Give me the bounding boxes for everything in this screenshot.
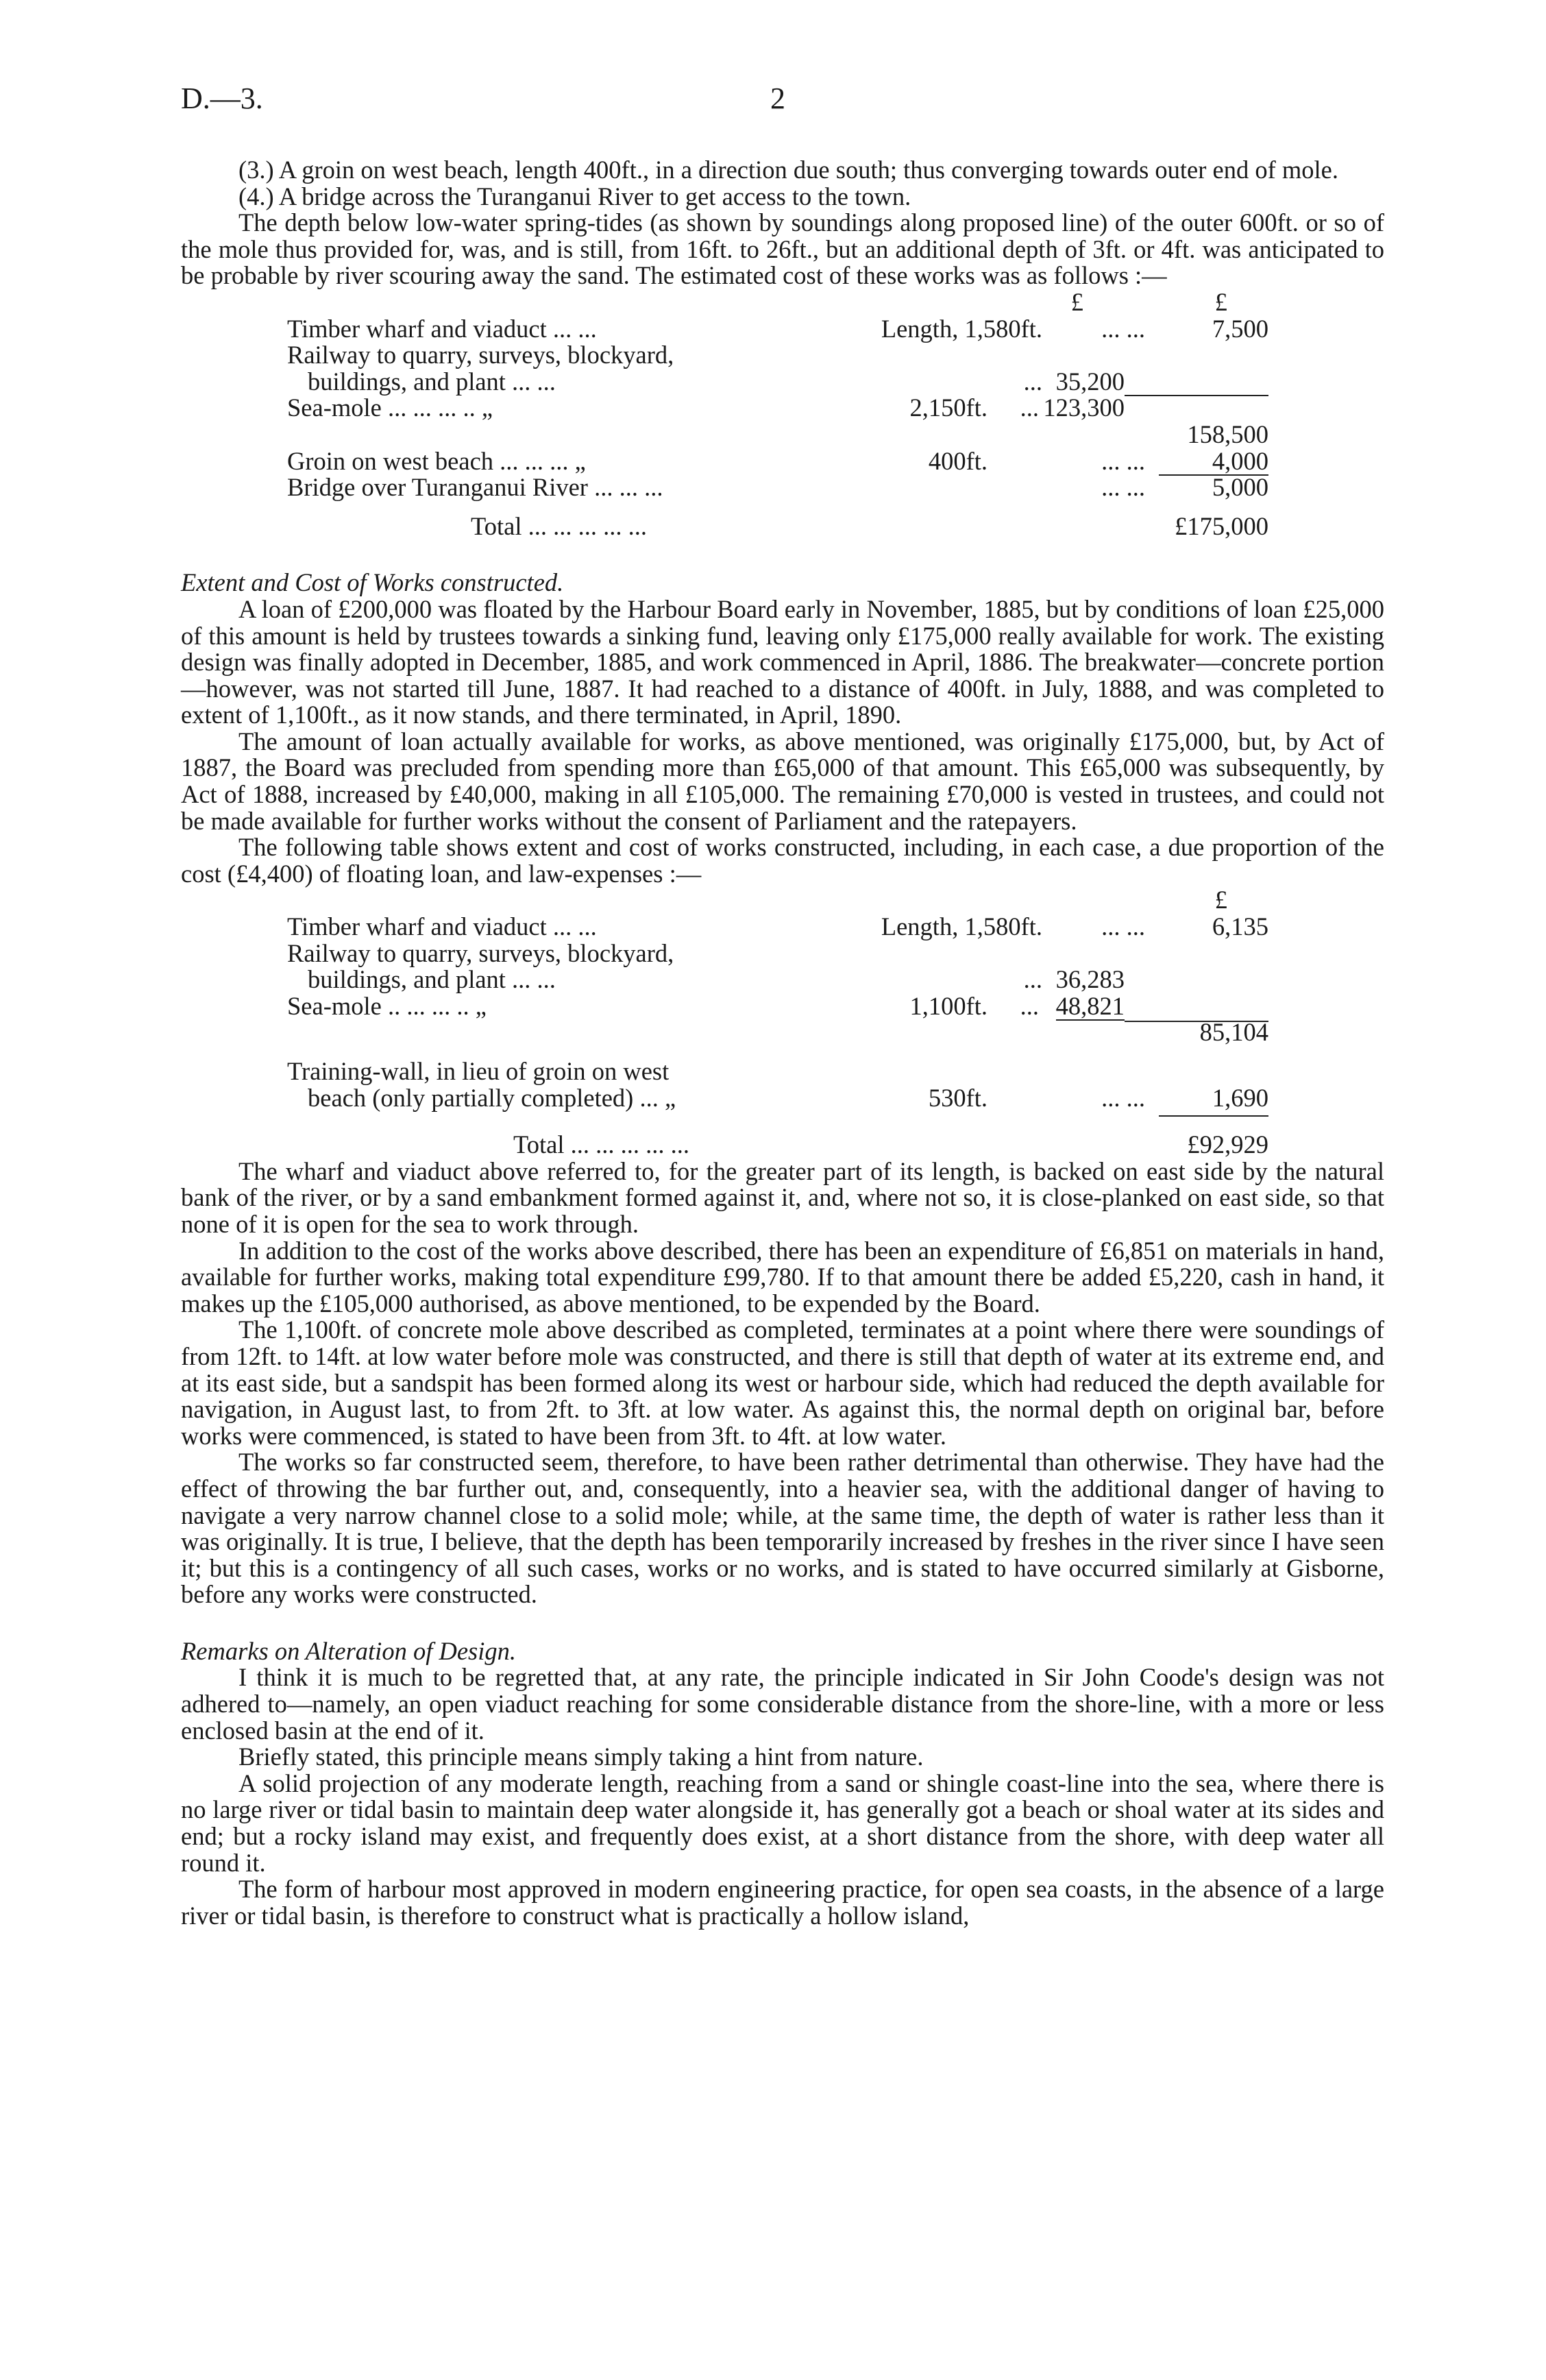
- table-row: [287, 448, 1268, 475]
- row-subamount: 35,200: [1055, 367, 1125, 396]
- row-length: 530ft.: [928, 1083, 987, 1112]
- row-label: Training-wall, in lieu of groin on west: [287, 1057, 670, 1085]
- row-label: Timber wharf and viaduct ... ...: [287, 314, 597, 343]
- row-leader: ... ...: [1101, 473, 1145, 502]
- paragraph-loan: A loan of £200,000 was floated by the Harbour Board early in November, 1885, but by conditions of loan £25,000 of this amount is held by trustees towards a sinking fund, leaving only £175,000 really available for work. The existing design was finally adopted in December, 1885, and work commenced in April, 1886. The breakwater—concrete portion—however, was not started till June, 1887. It had reached to a distance of 400ft. in July, 1888, and was completed to extent of 1,100ft., as it now stands, and there terminated, in April, 1890.: [181, 594, 1384, 729]
- paragraph-harbour-form: The form of harbour most approved in modern engineering practice, for open sea coasts, in the absence of a large river or tidal basin, is therefore to construct what is practically a hollow island,: [181, 1875, 1384, 1930]
- table-row: [287, 993, 1268, 1020]
- currency-heading: £: [1214, 287, 1227, 316]
- row-label: Railway to quarry, surveys, blockyard,: [287, 341, 674, 369]
- works-constructed-table: [287, 887, 1268, 1158]
- row-length: Length, 1,580ft.: [881, 314, 1042, 343]
- currency-heading: £: [1070, 287, 1083, 316]
- row-label: Railway to quarry, surveys, blockyard,: [287, 938, 674, 967]
- row-leader: ...: [1023, 367, 1042, 396]
- row-label: Sea-mole ... ... ... .. „: [287, 393, 493, 422]
- row-leader: ...: [1020, 393, 1039, 422]
- row-leader: ...: [1020, 991, 1039, 1020]
- row-length: 2,150ft.: [909, 393, 987, 422]
- table-row: [287, 422, 1268, 448]
- table-row: [287, 369, 1268, 396]
- currency-heading: £: [1214, 886, 1227, 914]
- table-total-row: [287, 1132, 1268, 1158]
- row-amount: 4,000: [1212, 446, 1268, 475]
- row-amount: 5,000: [1212, 473, 1268, 502]
- paragraph-depth: The depth below low-water spring-tides (as shown by soundings along proposed line) of the outer 600ft. or so of the mole thus provided for, was, and is still, from 16ft. to 26ft., but an additional depth of 3ft. or 4ft. was anticipated to be probable by river scouring away the sand. The estimated cost of these works was as follows :—: [181, 208, 1384, 290]
- row-amount: 7,500: [1212, 314, 1268, 343]
- table-row: [287, 1019, 1268, 1046]
- row-leader: ...: [1023, 965, 1042, 994]
- row-amount: 1,690: [1212, 1083, 1268, 1112]
- row-label: beach (only partially completed) ... „: [308, 1083, 676, 1112]
- page-number: 2: [770, 82, 785, 115]
- table-row: [287, 316, 1268, 343]
- table-row: [287, 474, 1268, 501]
- table-row: [287, 1085, 1268, 1112]
- paragraph-projection: A solid projection of any moderate length, reaching from a sand or shingle coast-line into the sea, where there is no large river or tidal basin to maintain deep water alongside it, has generally got a beach or shoal water at its sides and end; but a rocky island may exist, and frequently does exist, at a short distance from the shore, with deep water all round it.: [181, 1769, 1384, 1877]
- row-leader: ... ...: [1101, 1083, 1145, 1112]
- row-subamount: 36,283: [1055, 965, 1125, 994]
- total-label: Total ... ... ... ... ...: [471, 511, 647, 540]
- total-rule: [1159, 474, 1268, 476]
- table-row: [287, 914, 1268, 940]
- paragraph-detrimental: The works so far constructed seem, therefore, to have been rather detrimental than otherwise. They have had the effect of throwing the bar further out, and, consequently, into a heavier sea, with the additional danger of having to navigate a very narrow channel close to a solid mole; while, at the same time, the depth of water is rather less than it was originally. It is true, I believe, that the depth has been temporarily increased by freshes in the river since I have seen it; but this is a contingency of all such cases, works or no works, and is stated to have occurred similarly at Gisborne, before any works were constructed.: [181, 1448, 1384, 1609]
- paragraph-table-intro: The following table shows extent and cost of works constructed, including, in each case, a due proportion of the cost (£4,400) of floating loan, and law-expenses :—: [181, 833, 1384, 888]
- table-row: [287, 967, 1268, 993]
- row-length: Length, 1,580ft.: [881, 912, 1042, 941]
- row-subtotal: 158,500: [1187, 420, 1268, 448]
- row-subamount: 123,300: [1043, 393, 1125, 422]
- paragraph-soundings: The 1,100ft. of concrete mole above described as completed, terminates at a point where there were soundings of from 12ft. to 14ft. at low water before mole was constructed, and there is still that depth of water at its extreme end, and at its east side, but a sandspit has been formed along its west or harbour side, which had reduced the depth available for navigation, in August last, to from 2ft. to 3ft. at low water. As against this, the normal depth on original bar, before works were commenced, is stated to have been from 3ft. to 4ft. at low water.: [181, 1315, 1384, 1450]
- table-row: [287, 1058, 1268, 1085]
- total-amount: £92,929: [1187, 1130, 1268, 1159]
- paragraph-bridge: (4.) A bridge across the Turanganui River to get access to the town.: [238, 182, 911, 210]
- table-row: [287, 940, 1268, 967]
- total-rule: [1159, 1115, 1268, 1117]
- paragraph-expenditure: In addition to the cost of the works above described, there has been an expenditure of £6,851 on materials in hand, available for further works, making total expenditure £99,780. If to that amount there be added £5,220, cash in hand, it makes up the £105,000 authorised, as above mentioned, to be expended by the Board.: [181, 1236, 1384, 1318]
- row-label: Bridge over Turanganui River ... ... ...: [287, 473, 663, 502]
- row-subtotal: 85,104: [1199, 1018, 1268, 1047]
- row-amount: 6,135: [1212, 912, 1268, 941]
- paragraph-amount: The amount of loan actually available for works, as above mentioned, was originally £175,000, but, by Act of 1887, the Board was precluded from spending more than £65,000 of that amount. This £65,000 was subsequently, by Act of 1888, increased by £40,000, making in all £105,000. The remaining £70,000 is vested in trustees, and could not be made available for further works without the consent of Parliament and the ratepayers.: [181, 727, 1384, 835]
- row-label: buildings, and plant ... ...: [308, 965, 556, 994]
- row-length: 400ft.: [928, 446, 987, 475]
- paragraph-principle: Briefly stated, this principle means simply taking a hint from nature.: [238, 1742, 924, 1771]
- row-label: Sea-mole .. ... ... .. „: [287, 991, 487, 1020]
- table-row: [287, 342, 1268, 369]
- row-leader: ... ...: [1101, 314, 1145, 343]
- row-label: buildings, and plant ... ...: [308, 367, 556, 396]
- total-amount: £175,000: [1175, 511, 1268, 540]
- subtotal-rule: [1125, 395, 1268, 396]
- row-leader: ... ...: [1101, 912, 1145, 941]
- document-page: [181, 82, 1384, 1930]
- paragraph-wharf: The wharf and viaduct above referred to, for the greater part of its length, is backed on east side by the natural bank of the river, or by a sand embankment formed against it, and, where not so, it is close-planked on east side, so that none of it is open for the sea to work through.: [181, 1156, 1384, 1238]
- estimated-cost-table: [287, 289, 1268, 539]
- total-label: Total ... ... ... ... ...: [513, 1130, 689, 1159]
- table-row: [287, 289, 1268, 316]
- row-length: 1,100ft.: [909, 991, 987, 1020]
- page-header: [181, 82, 1384, 134]
- paragraph-regret: I think it is much to be regretted that, at any rate, the principle indicated in Sir John Coode's design was not adhered to—namely, an open viaduct reaching for some considerable distance from the shore-line, with a more or less enclosed basin at the end of it.: [181, 1663, 1384, 1745]
- row-label: Timber wharf and viaduct ... ...: [287, 912, 597, 941]
- row-label: Groin on west beach ... ... ... „: [287, 446, 586, 475]
- row-subamount: 48,821: [1055, 991, 1125, 1020]
- document-reference: D.—3.: [181, 82, 263, 115]
- row-leader: ... ...: [1101, 446, 1145, 475]
- table-total-row: [287, 513, 1268, 540]
- section-heading-remarks: Remarks on Alteration of Design.: [181, 1636, 516, 1665]
- table-row: [287, 887, 1268, 914]
- paragraph-groin: (3.) A groin on west beach, length 400ft., in a direction due south; thus converging towards outer end of mole.: [238, 156, 1339, 184]
- table-row: [287, 395, 1268, 422]
- section-heading-extent: Extent and Cost of Works constructed.: [181, 568, 564, 597]
